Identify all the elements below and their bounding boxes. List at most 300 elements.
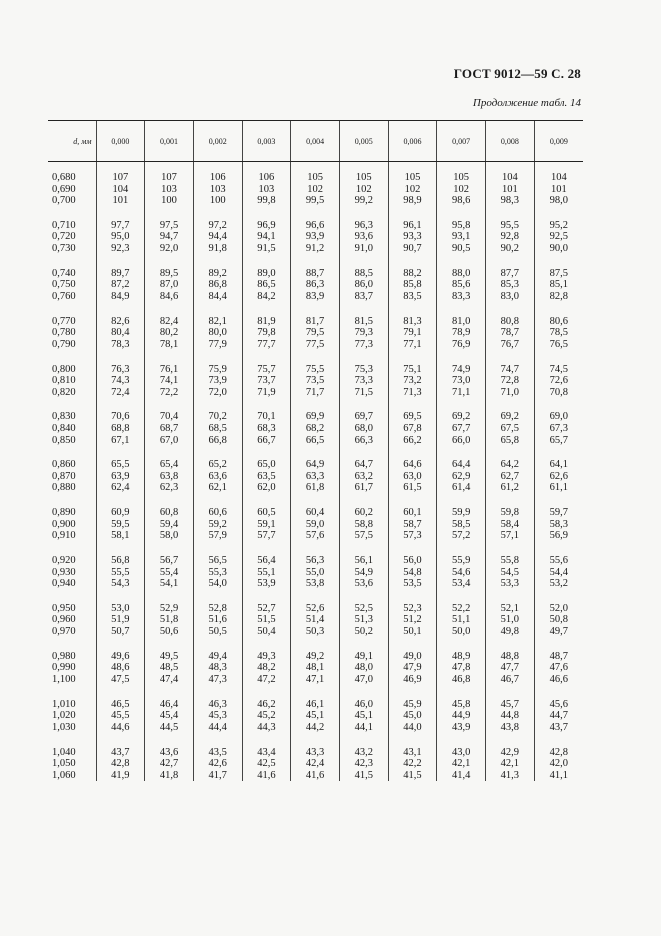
value-cell: 66,0	[437, 435, 486, 447]
diameter-cell: 1,020	[52, 710, 76, 722]
table-row	[48, 327, 583, 339]
value-cell: 63,3	[291, 471, 340, 483]
spacer-cell	[388, 162, 437, 173]
value-cell: 94,4	[193, 231, 242, 243]
diameter-cell: 1,100	[52, 673, 76, 685]
value-cell: 60,6	[193, 507, 242, 519]
value-cell: 99,5	[291, 195, 340, 207]
value-cell: 77,5	[291, 339, 340, 351]
value-cell: 90,7	[388, 243, 437, 255]
value-cell: 86,8	[193, 279, 242, 291]
table-row	[48, 172, 583, 184]
value-cell: 83,7	[339, 291, 388, 303]
spacer-cell	[388, 494, 437, 507]
value-cell: 57,9	[193, 530, 242, 542]
value-cell: 63,2	[339, 471, 388, 483]
value-cell: 87,2	[96, 279, 145, 291]
table-row	[48, 184, 583, 196]
value-cell: 49,1	[339, 651, 388, 663]
diameter-cell: 0,980	[52, 650, 76, 662]
value-cell: 42,7	[145, 758, 194, 770]
table-row	[48, 674, 583, 686]
value-cell: 46,9	[388, 674, 437, 686]
value-cell: 49,5	[145, 651, 194, 663]
value-cell: 75,1	[388, 364, 437, 376]
value-cell: 52,6	[291, 603, 340, 615]
value-cell: 49,3	[242, 651, 291, 663]
spacer-cell	[242, 398, 291, 411]
value-cell: 79,8	[242, 327, 291, 339]
spacer-cell	[145, 494, 194, 507]
spacer-cell	[534, 542, 583, 555]
value-cell: 54,0	[193, 578, 242, 590]
spacer-cell	[48, 207, 96, 220]
value-cell: 60,1	[388, 507, 437, 519]
value-cell: 77,9	[193, 339, 242, 351]
spacer-cell	[486, 446, 535, 459]
value-cell: 52,1	[486, 603, 535, 615]
value-cell: 52,3	[388, 603, 437, 615]
value-cell: 101	[96, 195, 145, 207]
value-cell: 99,2	[339, 195, 388, 207]
diameter-cell: 0,740	[52, 267, 76, 279]
value-cell: 45,5	[96, 710, 145, 722]
table-row	[48, 710, 583, 722]
value-cell: 99,8	[242, 195, 291, 207]
value-cell: 47,5	[96, 674, 145, 686]
value-cell: 45,1	[291, 710, 340, 722]
value-cell: 85,1	[534, 279, 583, 291]
value-cell: 66,3	[339, 435, 388, 447]
value-cell: 97,5	[145, 220, 194, 232]
diameter-cell: 0,940	[52, 578, 76, 590]
value-cell: 61,5	[388, 482, 437, 494]
group-spacer	[48, 303, 583, 316]
value-cell: 51,9	[96, 614, 145, 626]
value-cell: 42,5	[242, 758, 291, 770]
value-cell: 47,4	[145, 674, 194, 686]
value-cell: 72,6	[534, 375, 583, 387]
value-cell: 45,9	[388, 699, 437, 711]
spacer-cell	[96, 733, 145, 746]
value-cell: 46,7	[486, 674, 535, 686]
value-cell: 97,2	[193, 220, 242, 232]
spacer-cell	[486, 398, 535, 411]
value-cell: 42,4	[291, 758, 340, 770]
spacer-cell	[48, 686, 96, 699]
spacer-cell	[48, 542, 96, 555]
spacer-cell	[534, 733, 583, 746]
value-cell: 83,9	[291, 291, 340, 303]
group-spacer	[48, 350, 583, 363]
value-cell: 66,8	[193, 435, 242, 447]
value-cell: 48,0	[339, 662, 388, 674]
diameter-cell: 0,970	[52, 626, 76, 638]
spacer-cell	[486, 303, 535, 316]
value-cell: 65,8	[486, 435, 535, 447]
value-cell: 44,8	[486, 710, 535, 722]
value-cell: 62,3	[145, 482, 194, 494]
value-cell: 58,3	[534, 519, 583, 531]
value-cell: 73,9	[193, 375, 242, 387]
value-cell: 77,3	[339, 339, 388, 351]
group-spacer	[48, 590, 583, 603]
spacer-cell	[339, 638, 388, 651]
value-cell: 56,9	[534, 530, 583, 542]
value-cell: 92,5	[534, 231, 583, 243]
spacer-cell	[291, 590, 340, 603]
value-cell: 46,2	[242, 699, 291, 711]
spacer-cell	[437, 542, 486, 555]
value-cell: 52,7	[242, 603, 291, 615]
value-cell: 43,6	[145, 747, 194, 759]
value-cell: 94,7	[145, 231, 194, 243]
spacer-cell	[145, 733, 194, 746]
spacer-cell	[388, 207, 437, 220]
value-cell: 82,4	[145, 316, 194, 328]
value-cell: 103	[193, 184, 242, 196]
spacer-cell	[96, 350, 145, 363]
value-cell: 91,5	[242, 243, 291, 255]
value-cell: 87,0	[145, 279, 194, 291]
table-row	[48, 231, 583, 243]
value-cell: 57,2	[437, 530, 486, 542]
spacer-cell	[291, 398, 340, 411]
spacer-cell	[437, 590, 486, 603]
spacer-cell	[242, 542, 291, 555]
value-cell: 58,5	[437, 519, 486, 531]
spacer-cell	[486, 255, 535, 268]
diameter-cell: 0,860	[52, 459, 76, 471]
spacer-cell	[291, 494, 340, 507]
value-cell: 68,8	[96, 423, 145, 435]
value-cell: 48,6	[96, 662, 145, 674]
value-cell: 50,0	[437, 626, 486, 638]
spacer-cell	[291, 446, 340, 459]
column-header: 0,001	[145, 121, 194, 162]
spacer-cell	[486, 207, 535, 220]
value-cell: 64,6	[388, 459, 437, 471]
spacer-cell	[534, 590, 583, 603]
value-cell: 77,1	[388, 339, 437, 351]
value-cell: 51,3	[339, 614, 388, 626]
value-cell: 63,6	[193, 471, 242, 483]
value-cell: 58,8	[339, 519, 388, 531]
value-cell: 95,0	[96, 231, 145, 243]
value-cell: 81,3	[388, 316, 437, 328]
value-cell: 46,8	[437, 674, 486, 686]
value-cell: 42,3	[339, 758, 388, 770]
table-row	[48, 423, 583, 435]
value-cell: 102	[291, 184, 340, 196]
value-cell: 45,4	[145, 710, 194, 722]
table-row	[48, 519, 583, 531]
spacer-cell	[437, 398, 486, 411]
value-cell: 78,3	[96, 339, 145, 351]
spacer-cell	[48, 733, 96, 746]
value-cell: 48,5	[145, 662, 194, 674]
table-row	[48, 626, 583, 638]
value-cell: 79,1	[388, 327, 437, 339]
value-cell: 101	[486, 184, 535, 196]
value-cell: 60,8	[145, 507, 194, 519]
table-row	[48, 747, 583, 759]
table-row	[48, 339, 583, 351]
value-cell: 68,2	[291, 423, 340, 435]
value-cell: 50,5	[193, 626, 242, 638]
value-cell: 43,5	[193, 747, 242, 759]
group-spacer	[48, 542, 583, 555]
table-row	[48, 195, 583, 207]
value-cell: 96,3	[339, 220, 388, 232]
table-row	[48, 578, 583, 590]
value-cell: 67,0	[145, 435, 194, 447]
value-cell: 84,9	[96, 291, 145, 303]
spacer-cell	[96, 590, 145, 603]
value-cell: 63,0	[388, 471, 437, 483]
value-cell: 43,3	[291, 747, 340, 759]
table-row	[48, 482, 583, 494]
value-cell: 91,2	[291, 243, 340, 255]
value-cell: 100	[193, 195, 242, 207]
value-cell: 55,6	[534, 555, 583, 567]
value-cell: 78,5	[534, 327, 583, 339]
value-cell: 93,1	[437, 231, 486, 243]
spacer-cell	[388, 638, 437, 651]
table-row	[48, 758, 583, 770]
value-cell: 52,5	[339, 603, 388, 615]
value-cell: 57,3	[388, 530, 437, 542]
value-cell: 78,9	[437, 327, 486, 339]
value-cell: 87,7	[486, 268, 535, 280]
value-cell: 105	[388, 172, 437, 184]
value-cell: 74,9	[437, 364, 486, 376]
spacer-cell	[242, 446, 291, 459]
value-cell: 54,5	[486, 567, 535, 579]
value-cell: 69,2	[486, 411, 535, 423]
value-cell: 55,3	[193, 567, 242, 579]
value-cell: 45,2	[242, 710, 291, 722]
diameter-cell: 0,790	[52, 338, 76, 350]
spacer-cell	[437, 494, 486, 507]
value-cell: 64,4	[437, 459, 486, 471]
value-cell: 75,7	[242, 364, 291, 376]
spacer-cell	[48, 494, 96, 507]
value-cell: 93,3	[388, 231, 437, 243]
column-header: 0,002	[193, 121, 242, 162]
value-cell: 59,5	[96, 519, 145, 531]
spacer-cell	[242, 162, 291, 173]
diameter-cell: 0,900	[52, 518, 76, 530]
value-cell: 41,6	[242, 770, 291, 782]
value-cell: 48,1	[291, 662, 340, 674]
value-cell: 76,1	[145, 364, 194, 376]
value-cell: 47,3	[193, 674, 242, 686]
value-cell: 50,8	[534, 614, 583, 626]
value-cell: 43,8	[486, 722, 535, 734]
value-cell: 71,0	[486, 387, 535, 399]
value-cell: 54,9	[339, 567, 388, 579]
spacer-cell	[96, 446, 145, 459]
value-cell: 47,7	[486, 662, 535, 674]
spacer-cell	[193, 398, 242, 411]
column-header: 0,007	[437, 121, 486, 162]
value-cell: 51,1	[437, 614, 486, 626]
data-table	[48, 120, 583, 781]
value-cell: 55,1	[242, 567, 291, 579]
value-cell: 41,9	[96, 770, 145, 782]
value-cell: 83,0	[486, 291, 535, 303]
diameter-cell: 0,840	[52, 422, 76, 434]
value-cell: 53,5	[388, 578, 437, 590]
value-cell: 71,1	[437, 387, 486, 399]
value-cell: 56,8	[96, 555, 145, 567]
value-cell: 73,5	[291, 375, 340, 387]
value-cell: 53,9	[242, 578, 291, 590]
value-cell: 95,2	[534, 220, 583, 232]
spacer-cell	[339, 303, 388, 316]
value-cell: 57,6	[291, 530, 340, 542]
value-cell: 44,1	[339, 722, 388, 734]
diameter-cell: 1,030	[52, 721, 76, 733]
value-cell: 41,1	[534, 770, 583, 782]
value-cell: 65,2	[193, 459, 242, 471]
value-cell: 44,7	[534, 710, 583, 722]
value-cell: 93,6	[339, 231, 388, 243]
value-cell: 101	[534, 184, 583, 196]
column-header: 0,004	[291, 121, 340, 162]
value-cell: 46,5	[96, 699, 145, 711]
spacer-cell	[486, 638, 535, 651]
spacer-cell	[339, 733, 388, 746]
value-cell: 42,8	[96, 758, 145, 770]
value-cell: 54,4	[534, 567, 583, 579]
value-cell: 56,5	[193, 555, 242, 567]
diameter-cell: 0,820	[52, 386, 76, 398]
value-cell: 47,6	[534, 662, 583, 674]
spacer-cell	[145, 590, 194, 603]
spacer-cell	[96, 494, 145, 507]
value-cell: 61,8	[291, 482, 340, 494]
value-cell: 100	[145, 195, 194, 207]
value-cell: 95,5	[486, 220, 535, 232]
spacer-cell	[242, 590, 291, 603]
value-cell: 75,5	[291, 364, 340, 376]
value-cell: 80,4	[96, 327, 145, 339]
table-row	[48, 507, 583, 519]
table-row	[48, 651, 583, 663]
spacer-cell	[48, 590, 96, 603]
spacer-cell	[534, 162, 583, 173]
spacer-cell	[388, 255, 437, 268]
diameter-cell: 1,010	[52, 698, 76, 710]
value-cell: 79,3	[339, 327, 388, 339]
group-spacer	[48, 398, 583, 411]
value-cell: 82,6	[96, 316, 145, 328]
value-cell: 67,5	[486, 423, 535, 435]
value-cell: 56,1	[339, 555, 388, 567]
value-cell: 72,2	[145, 387, 194, 399]
table-row	[48, 555, 583, 567]
spacer-cell	[145, 446, 194, 459]
spacer-cell	[96, 398, 145, 411]
value-cell: 81,9	[242, 316, 291, 328]
spacer-cell	[242, 207, 291, 220]
spacer-cell	[193, 446, 242, 459]
value-cell: 96,6	[291, 220, 340, 232]
value-cell: 59,4	[145, 519, 194, 531]
value-cell: 95,8	[437, 220, 486, 232]
value-cell: 86,0	[339, 279, 388, 291]
value-cell: 58,0	[145, 530, 194, 542]
value-cell: 75,9	[193, 364, 242, 376]
spacer-cell	[96, 162, 145, 173]
value-cell: 97,7	[96, 220, 145, 232]
value-cell: 54,1	[145, 578, 194, 590]
spacer-cell	[145, 162, 194, 173]
table-row	[48, 770, 583, 782]
spacer-cell	[291, 686, 340, 699]
value-cell: 88,7	[291, 268, 340, 280]
value-cell: 51,4	[291, 614, 340, 626]
value-cell: 45,8	[437, 699, 486, 711]
value-cell: 89,5	[145, 268, 194, 280]
value-cell: 62,9	[437, 471, 486, 483]
spacer-cell	[193, 255, 242, 268]
spacer-cell	[437, 303, 486, 316]
value-cell: 86,3	[291, 279, 340, 291]
value-cell: 47,1	[291, 674, 340, 686]
value-cell: 76,3	[96, 364, 145, 376]
spacer-cell	[534, 494, 583, 507]
value-cell: 44,0	[388, 722, 437, 734]
value-cell: 43,9	[437, 722, 486, 734]
value-cell: 84,4	[193, 291, 242, 303]
spacer-cell	[339, 350, 388, 363]
value-cell: 80,6	[534, 316, 583, 328]
value-cell: 42,9	[486, 747, 535, 759]
column-header: 0,006	[388, 121, 437, 162]
value-cell: 85,6	[437, 279, 486, 291]
value-cell: 66,5	[291, 435, 340, 447]
value-cell: 88,5	[339, 268, 388, 280]
value-cell: 72,0	[193, 387, 242, 399]
spacer-cell	[145, 542, 194, 555]
table-row	[48, 364, 583, 376]
value-cell: 50,4	[242, 626, 291, 638]
table-row	[48, 471, 583, 483]
value-cell: 41,6	[291, 770, 340, 782]
spacer-cell	[437, 350, 486, 363]
spacer-cell	[242, 303, 291, 316]
spacer-cell	[193, 350, 242, 363]
value-cell: 42,1	[486, 758, 535, 770]
value-cell: 44,6	[96, 722, 145, 734]
spacer-cell	[193, 494, 242, 507]
group-spacer	[48, 686, 583, 699]
table-row	[48, 316, 583, 328]
value-cell: 53,4	[437, 578, 486, 590]
spacer-cell	[96, 542, 145, 555]
value-cell: 58,7	[388, 519, 437, 531]
value-cell: 107	[96, 172, 145, 184]
value-cell: 69,2	[437, 411, 486, 423]
spacer-cell	[339, 494, 388, 507]
table-row	[48, 291, 583, 303]
value-cell: 55,8	[486, 555, 535, 567]
value-cell: 51,0	[486, 614, 535, 626]
value-cell: 52,0	[534, 603, 583, 615]
